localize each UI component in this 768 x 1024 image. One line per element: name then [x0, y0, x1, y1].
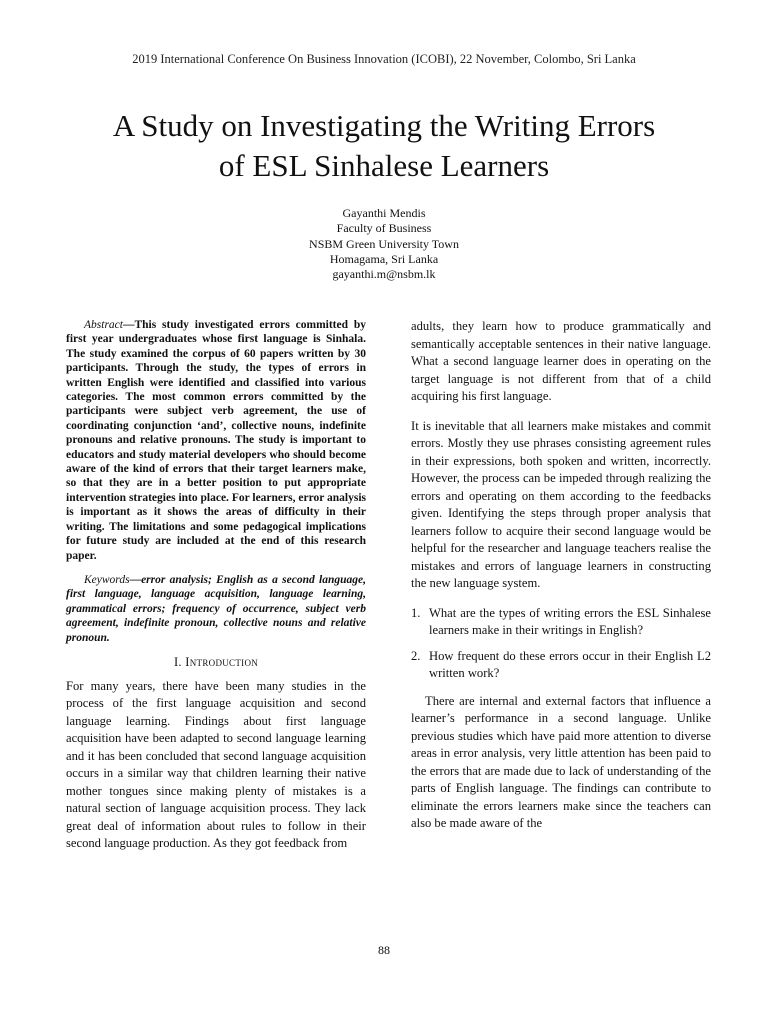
research-questions [411, 605, 711, 683]
paper-title [30, 106, 738, 186]
research-question [411, 605, 711, 640]
intro-paragraph-1: For many years, there have been many studies in the process of the first language acquisition and second language learning. Findings about first language acquisition have been adapted to second language learning and it has been concluded that second language acquisition occurs in a similar way that children learning their native mother tongues since making plenty of mistakes is a natural section of language acquisition process. They lack great deal of information about rules to follow in their second language production. As they got feedback from [66, 678, 366, 851]
question-text: How frequent do these errors occur in their English L2 written work? [429, 648, 711, 680]
title-line-2: of ESL Sinhalese Learners [218, 148, 550, 183]
abstract [66, 318, 366, 563]
left-column [66, 318, 366, 865]
abstract-text: This study investigated errors committed by first year undergraduates whose first language is Sinhala. The study examined the corpus of 60 papers written by 30 participants. Through the study, the types of errors in written English were identified and classified into various categories. The most common errors committed by the participants were subject verb agreement, the use of coordinating conjunction ‘and’, collective nouns, indefinite pronouns and relative pronouns. The study is important to educators and study material developers who should become aware of the kind of errors that their target learners make, so that they are in a better position to put appropriate intervention strategies into place. For learners, error analysis is important as it shows the areas of difficulty in their writing. The limitations and some pedagogical implications for future study are included at the end of this research paper. [66, 319, 366, 562]
right-column [411, 318, 711, 845]
keywords-dash: — [129, 573, 142, 586]
section-title: Introduction [185, 654, 259, 669]
author-email: gayanthi.m@nsbm.lk [332, 267, 436, 282]
abstract-label: Abstract [84, 319, 123, 331]
title-line-1: A Study on Investigating the Writing Errors [112, 108, 656, 143]
question-number: 1. [411, 605, 421, 620]
question-text: What are the types of writing errors the ESL Sinhalese learners make in their writings in English? [429, 605, 711, 637]
author-institution: NSBM Green University Town [309, 236, 459, 251]
question-number: 2. [411, 648, 421, 663]
intro-paragraph-3: It is inevitable that all learners make mistakes and commit errors. Mostly they use phrases consisting agreement rules in their expressions, both spoken and written, incorrectly. However, the process can be impeded through realizing the errors and operating on them according to the feedbacks given. Identifying the steps through proper analysis that learners follow to acquire their second language would be helpful for the researcher and language teachers realise the mistakes and errors of language learners in constructing the new language system. [411, 418, 711, 590]
section-heading-introduction [66, 655, 366, 670]
intro-paragraph-2: adults, they learn how to produce grammatically and semantically acceptable sentences in their native language. What a second language learner does in operating on the target language is not different from that of a child acquiring his first language. [411, 319, 711, 403]
keywords-label: Keywords [84, 573, 130, 586]
abstract-dash: — [122, 319, 135, 331]
keywords [66, 573, 366, 645]
research-question [411, 648, 711, 683]
keywords-text: error analysis; English as a second language, first language, language acquisition, language learning, grammatical errors; frequency of occurrence, subject verb agreement, indefinite pronoun, collective nouns and relative pronoun. [66, 573, 366, 644]
conference-header: 2019 International Conference On Business Innovation (ICOBI), 22 November, Colombo, Sri Lanka [132, 52, 636, 66]
intro-paragraph-4: There are internal and external factors that influence a learner’s performance in a second language. Unlike previous studies which have paid more attention to diverse areas in error analysis, very little attention has been paid to the errors that are made due to lack of understanding of the parts of English language. The findings can contribute to eliminate the errors learners make since the teachers can also be made aware of the [411, 693, 711, 830]
author-name: Gayanthi Mendis [342, 206, 426, 220]
author-location: Homagama, Sri Lanka [329, 251, 439, 266]
author-block [0, 206, 768, 282]
section-number: I. [173, 654, 182, 669]
page-number: 88 [378, 943, 390, 957]
author-faculty: Faculty of Business [336, 221, 432, 236]
